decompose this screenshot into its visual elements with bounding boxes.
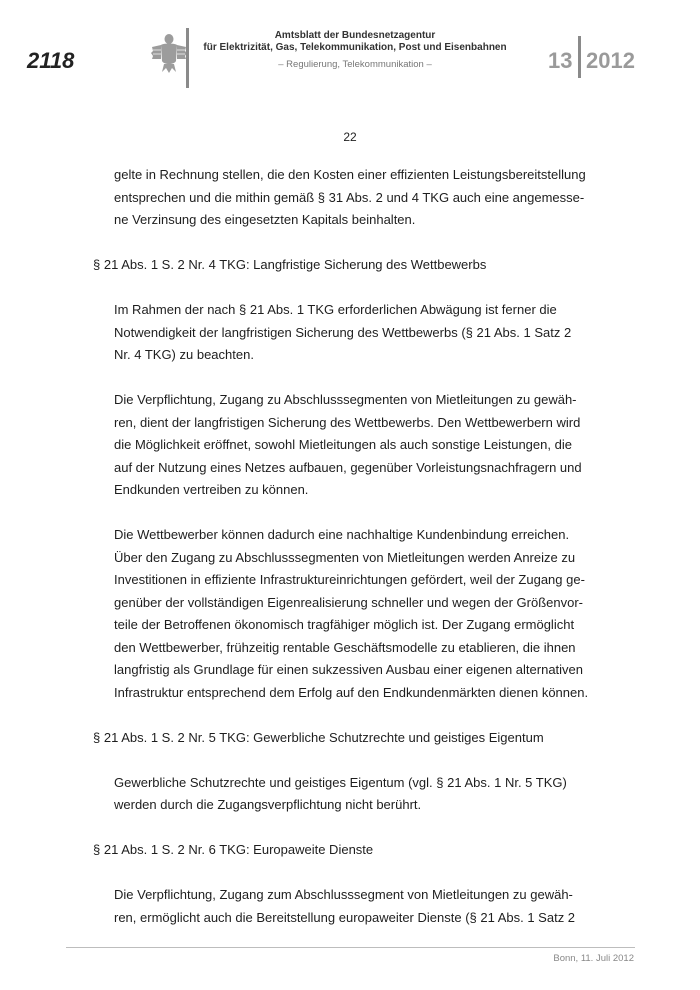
text-line: ren, ermöglicht auch die Bereitstellung europaweiter Dienste (§ 21 Abs. 1 Satz 2 — [114, 909, 576, 925]
text-line: Infrastruktur entsprechend dem Erfolg auf den Endkundenmärkten dienen können. — [114, 684, 589, 700]
section-heading — [93, 839, 593, 862]
page-number: 2118 — [27, 48, 75, 73]
text-line: Nr. 4 TKG) zu beachten. — [114, 347, 254, 362]
text-line: langfristig als Grundlage für einen sukzessiven Ausbau einer eigenen alternativen — [114, 662, 584, 677]
publication-title: Amtsblatt der Bundesnetzagentur — [274, 30, 436, 41]
text-line: ren, dient der langfristigen Sicherung des Wettbewerbs. Den Wettbewerbern wird — [114, 414, 581, 430]
text-line: teile der Betroffenen ökonomisch tragfähiger möglich ist. Der Zugang ermöglicht — [114, 617, 575, 632]
text-line: Gewerbliche Schutzrechte und geistiges Eigentum (vgl. § 21 Abs. 1 Nr. 5 TKG) — [114, 774, 567, 790]
text-line: Die Verpflichtung, Zugang zu Abschlusssegmenten von Mietleitungen zu gewäh- — [114, 392, 577, 407]
text-line: die Möglichkeit eröffnet, sowohl Mietleitungen als auch sonstige Leistungen, die — [114, 437, 572, 452]
paragraph — [114, 884, 574, 929]
text-line: werden durch die Zugangsverpflichtung nicht berührt. — [114, 797, 422, 812]
text-line: entsprechen und die mithin gemäß § 31 Abs. 2 und 4 TKG auch eine angemesse- — [114, 189, 585, 205]
text-line: § 21 Abs. 1 S. 2 Nr. 5 TKG: Gewerbliche Schutzrechte und geistiges Eigentum — [93, 729, 544, 745]
section-heading — [93, 254, 593, 277]
section-label: – Regulierung, Telekommunikation – — [278, 59, 432, 70]
paragraph — [114, 299, 574, 367]
text-line: Die Verpflichtung, Zugang zum Abschlusssegment von Mietleitungen zu gewäh- — [114, 887, 573, 902]
paragraph — [114, 164, 586, 232]
text-line: Die Wettbewerber können dadurch eine nachhaltige Kundenbindung erreichen. — [114, 527, 570, 542]
text-line: den Wettbewerber, frühzeitig rentable Geschäftsmodelle zu etablieren, die ihnen — [114, 639, 576, 655]
text-line: Notwendigkeit der langfristigen Sicherung des Wettbewerbs (§ 21 Abs. 1 Satz 2 — [114, 324, 572, 340]
text-line: Im Rahmen der nach § 21 Abs. 1 TKG erforderlichen Abwägung ist ferner die — [114, 302, 557, 317]
paragraph — [114, 524, 589, 704]
text-line: Investitionen in effiziente Infrastruktureinrichtungen gefördert, weil der Zugang ge- — [114, 572, 585, 587]
text-line: gelte in Rechnung stellen, die den Kosten einer effizienten Leistungsbereitstellung — [114, 167, 586, 182]
text-line: § 21 Abs. 1 S. 2 Nr. 4 TKG: Langfristige Sicherung des Wettbewerbs — [93, 257, 487, 272]
paragraph — [114, 772, 574, 817]
text-line: genüber der vollständigen Eigenrealisierung schneller und wegen der Größenvor- — [114, 594, 584, 610]
header-divider — [186, 28, 189, 88]
section-heading — [93, 727, 593, 750]
text-line: Über den Zugang zu Abschlusssegmenten von Mietleitungen werden Anreize zu — [114, 549, 576, 565]
federal-eagle-icon — [150, 30, 188, 76]
text-line: auf der Nutzung eines Netzes aufbauen, gegenüber Vorleistungsnachfragern und — [114, 459, 582, 475]
footer-date: Bonn, 11. Juli 2012 — [553, 953, 634, 964]
inner-page-number: 22 — [343, 130, 357, 144]
text-line: Endkunden vertreiben zu können. — [114, 482, 309, 497]
issue-divider — [578, 36, 581, 78]
footer-divider — [66, 947, 635, 948]
publication-subtitle: für Elektrizität, Gas, Telekommunikation, Post und Eisenbahnen — [203, 42, 507, 53]
issue-number: 13 — [548, 48, 573, 73]
text-line: ne Verzinsung des eingesetzten Kapitals beinhalten. — [114, 212, 416, 227]
text-line: § 21 Abs. 1 S. 2 Nr. 6 TKG: Europaweite Dienste — [93, 842, 374, 857]
paragraph — [114, 389, 582, 502]
issue-year: 2012 — [586, 48, 635, 73]
masthead — [190, 30, 520, 71]
